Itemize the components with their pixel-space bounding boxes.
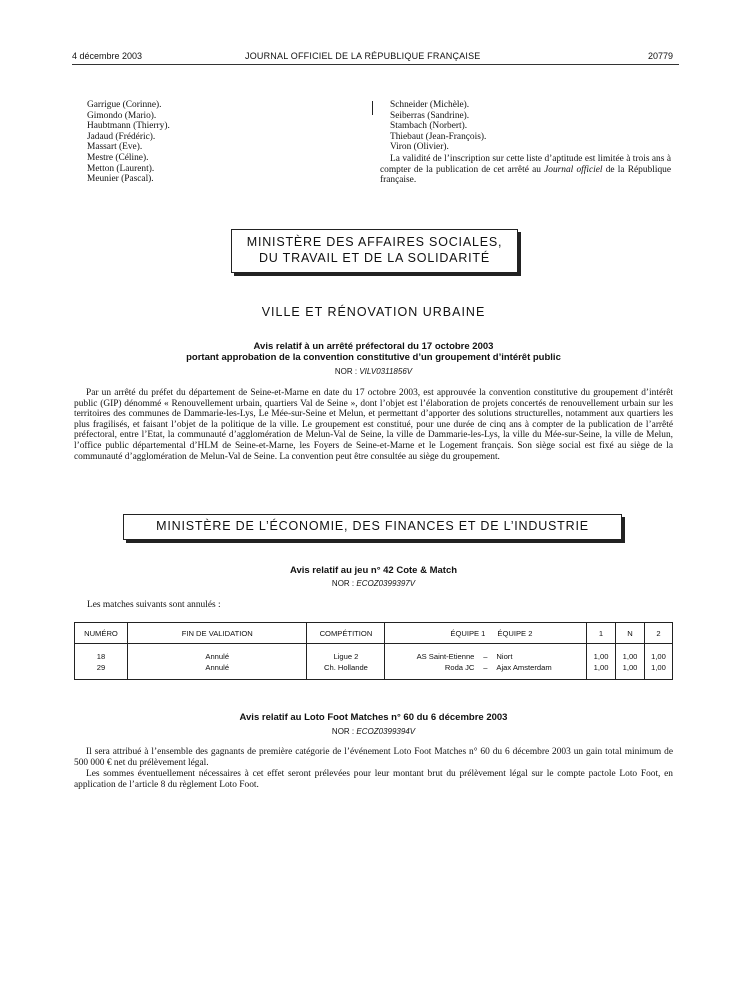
nor-reference: NOR : ECOZ0399397V [331, 579, 416, 588]
cote-2-cell: 1,00 1,00 [644, 644, 672, 680]
avis-title: Avis relatif à un arrêté préfectoral du 17 octobre 2003 portant approbation de la convention constitutive d’un groupement d’intérêt public [186, 341, 561, 363]
competition-cell: Ligue 2 Ch. Hollande [307, 644, 385, 680]
avis-title: Avis relatif au Loto Foot Matches n° 60 du 6 décembre 2003 [239, 712, 508, 723]
name-item: Schneider (Michèle). [390, 100, 470, 110]
name-item: Stambach (Norbert). [390, 121, 468, 132]
column-header: ÉQUIPE 1 ÉQUIPE 2 [385, 623, 587, 644]
table-row [75, 644, 673, 680]
name-item: Mestre (Céline). [87, 152, 149, 163]
numero-cell: 18 29 [75, 644, 128, 680]
cote-1-cell: 1,00 1,00 [587, 644, 616, 680]
header-rule [72, 64, 679, 65]
header-journal-title: JOURNAL OFFICIEL DE LA RÉPUBLIQUE FRANÇAISE [245, 51, 481, 61]
column-header: 1 [587, 623, 616, 644]
column-header: FIN DE VALIDATION [127, 623, 307, 644]
section-title: VILLE ET RÉNOVATION URBAINE [261, 305, 486, 319]
cote-n-cell: 1,00 1,00 [616, 644, 645, 680]
avis-title: Avis relatif au jeu n° 42 Cote & Match [289, 565, 458, 576]
column-divider [372, 101, 373, 115]
name-item: Jadaud (Frédéric). [87, 131, 156, 142]
table-header-row [75, 623, 673, 644]
names-list-left [87, 100, 170, 185]
names-list-right [390, 100, 486, 153]
matches-intro: Les matches suivants sont annulés : [87, 600, 221, 610]
name-item: Gimondo (Mario). [87, 110, 157, 121]
name-item: Viron (Olivier). [390, 142, 449, 153]
name-item: Haubtmann (Thierry). [87, 121, 170, 132]
matches-table [74, 622, 673, 680]
fin-validation-cell: Annulé Annulé [127, 644, 307, 680]
name-item: Seiberras (Sandrine). [390, 110, 470, 121]
ministry-box-economie [123, 514, 622, 540]
ministry-box-affaires-sociales [231, 229, 518, 273]
equipes-cell: AS Saint-Etienne – Niort Roda JC – Ajax Amsterdam [385, 644, 587, 680]
nor-reference: NOR : VILV0311856V [334, 367, 413, 376]
column-header: COMPÉTITION [307, 623, 385, 644]
name-item: Massart (Eve). [87, 142, 143, 153]
header-date: 4 décembre 2003 [72, 51, 143, 61]
ministry-title-line2: DU TRAVAIL ET DE LA SOLIDARITÉ [258, 251, 490, 265]
validity-paragraph: La validité de l’inscription sur cette liste d’aptitude est limitée à trois ans à compter de la publication de cet arrêté au Journal officiel de la République française. [380, 154, 671, 186]
nor-reference: NOR : ECOZ0399394V [331, 727, 416, 736]
header-page-number: 20779 [648, 51, 674, 61]
avis-body-paragraph: Les sommes éventuellement nécessaires à cet effet seront prélevées pour leur montant brut du prélèvement légal sur le compte pactole Loto Foot, en application de l’article 8 du règlement Loto Foot. [74, 769, 673, 790]
avis-body-paragraph: Par un arrêté du préfet du département de Seine-et-Marne en date du 17 octobre 2003, est approuvée la convention constitutive du groupement d’intérêt public (GIP) dénommé « Renouvellement urbain, quartiers Val de Seine », dont l’objet est l’élaboration de projets concertés de renouvellement urbain sur les territoires des communes de Dammarie-les-Lys, Le Mée-sur-Seine et Melun, et permettant d’apporter des solutions structurelles, notamment aux quartiers les plus fragilisés, et faisant l’objet de la politique de la ville. Le groupement est constitué, pour une durée de cinq ans à compter de la publication de l’arrêté préfectoral, entre l’Etat, la communauté d’agglomération de Melun-Val de Seine, la ville de Dammarie-les-Lys, la ville du Mée-sur-Seine, la ville de Melun, l’office public départemental d’HLM de Seine-et-Marne, les Foyers de Seine-et-Marne et le Logement français. Son siège social est fixé au siège de la communauté d’agglomération de Melun-Val de Seine. La convention peut être consultée au siège du groupement. [74, 388, 673, 462]
ministry-title-line1: MINISTÈRE DES AFFAIRES SOCIALES, [246, 235, 503, 249]
avis-body-paragraph: Il sera attribué à l’ensemble des gagnants de première catégorie de l’événement Loto Foot Matches n° 60 du 6 décembre 2003 un gain total minimum de 500 000 € net du prélèvement légal. [74, 747, 673, 768]
name-item: Metton (Laurent). [87, 163, 155, 174]
name-item: Garrigue (Corinne). [87, 100, 162, 110]
column-header: 2 [644, 623, 672, 644]
column-header: NUMÉRO [75, 623, 128, 644]
column-header: N [616, 623, 645, 644]
journal-officiel-italic: Journal officiel [544, 164, 603, 175]
name-item: Meunier (Pascal). [87, 174, 154, 185]
ministry-title-line1: MINISTÈRE DE L’ÉCONOMIE, DES FINANCES ET DE L’INDUSTRIE [156, 519, 589, 533]
name-item: Thiebaut (Jean-François). [390, 131, 487, 142]
